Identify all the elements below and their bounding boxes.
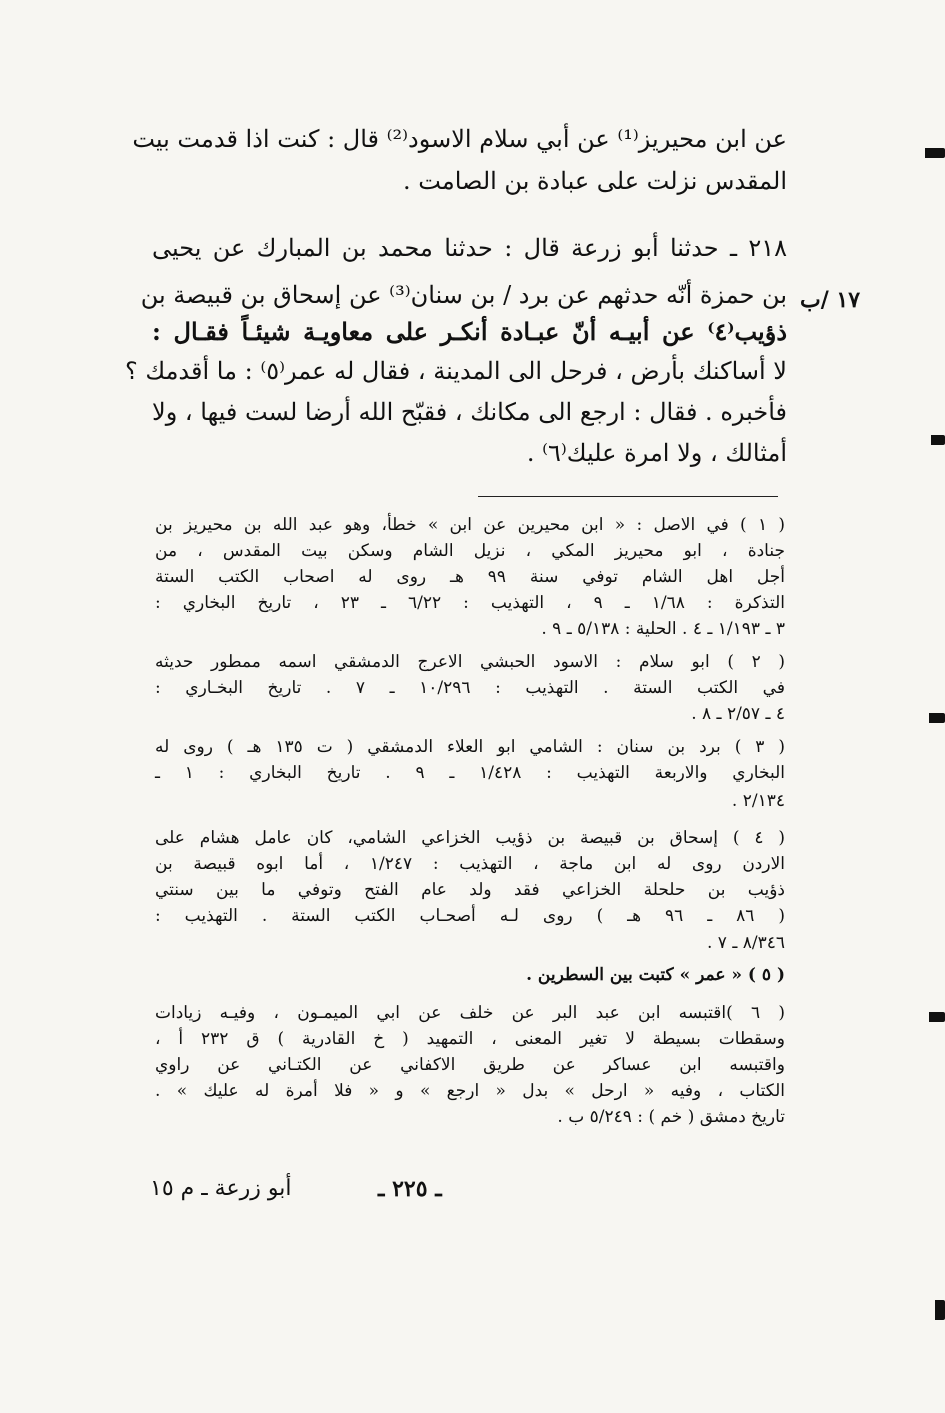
footnote-line: ٨/٣٤٦ ـ ٧ . [706,933,785,953]
footnote-separator [478,496,778,497]
folio-margin-note: ١٧ /ب [800,287,861,313]
paragraph-2-line-3: ذؤيب⁽٤⁾ عن أبيـه أنّ عبـادة أنكـر على معاويـة شيئـاً فقـال : [152,317,787,346]
footnote-line: أجل اهل الشام توفي سنة ٩٩ هـ روى له اصحاب الكتب الستة [155,567,785,587]
footnote-line: واقتبسه ابن عساكر عن طريق الاكفاني عن الكتـاني عن راوي [155,1055,785,1075]
signature-mark: أبو زرعة ـ م ١٥ [150,1176,292,1201]
footnote-line: ( ٨٦ ـ ٩٦ هـ ) روى لـه أصحـاب الكتب الستة . التهذيب : [155,906,785,926]
footnote-line: ٣ ـ ١/١٩٣ ـ ٤ . الحلية : ٥/١٣٨ ـ ٩ . [541,619,785,639]
footnote-line: ٤ ـ ٢/٥٧ ـ ٨ . [691,704,785,724]
paragraph-2-line-6: أمثالك ، ولا امرة عليك⁽٦⁾ . [526,439,787,467]
paragraph-2-line-1: ٢١٨ ـ حدثنا أبو زرعة قال : حدثنا محمد بن المبارك عن يحيى [152,234,787,262]
footnote-line: ( ٥ ) « عمر » كتبت بين السطرين . [526,965,785,985]
footnote-line: وسقطات بسيطة لا تغير المعنى ، التمهيد ( خ القادرية ) ق ٢٣٢ أ ، [155,1029,785,1049]
paragraph-1-line-2: المقدس نزلت على عبادة بن الصامت . [403,167,787,195]
footnote-line: تاريخ دمشق ( خم ) : ٥/٢٤٩ ب . [557,1107,785,1127]
footnote-line: ( ١ ) في الاصل : « ابن محيرين عن ابن » خطأ، وهو عبد الله بن محيريز بن [155,515,785,535]
scan-edge-mark [935,1300,945,1320]
footnote-line: ٢/١٣٤ . [731,791,785,811]
footnote-line: ( ٤ ) إسحاق بن قبيصة بن ذؤيب الخزاعي الشامي، كان عامل هشام على [155,828,785,848]
page-number: ـ ٢٢٥ ـ [378,1176,442,1202]
footnote-line: جنادة ، ابو محيريز المكي ، نزيل الشام وسكن بيت المقدس ، من [155,541,785,561]
footnote-line: ( ٢ ) ابو سلام : الاسود الحبشي الاعرج الدمشقي اسمه ممطور حديثه [155,652,785,672]
scan-edge-mark [931,435,945,445]
footnote-line: ( ٦ )اقتبسه ابن عبد البر عن خلف عن ابي الميمـون ، وفيـه زيادات [155,1003,785,1023]
footnote-line: الاردن روى له ابن ماجة ، التهذيب : ١/٢٤٧ ، أما ابوه قبيصة بن [155,854,785,874]
scan-edge-mark [929,1012,945,1022]
scan-edge-mark [929,713,945,723]
paragraph-2-line-5: فأخبره . فقال : ارجع الى مكانك ، فقبّح الله أرضا لست فيها ، ولا [152,398,787,426]
paragraph-2-line-4: لا أساكنك بأرض ، فرحل الى المدينة ، فقال له عمر⁽٥⁾ : ما أقدمك ؟ [124,357,787,385]
footnote-line: الكتاب ، وفيه « ارحل » بدل « ارجع » و « فلا أمرة له عليك » . [155,1081,785,1101]
footnote-line: التذكرة : ١/٦٨ ـ ٩ ، التهذيب : ٦/٢٢ ـ ٢٣ ، تاريخ البخاري : [155,593,785,613]
paragraph-2-line-2: بن حمزة أنّه حدثهم عن برد / بن سنان⁽³⁾ عن إسحاق بن قبيصة بن [140,281,787,309]
footnote-line: البخاري والاربعة التهذيب : ١/٤٢٨ ـ ٩ . تاريخ البخاري : ١ ـ [155,763,785,783]
footnote-line: ذؤيب بن حلحلة الخزاعي فقد ولد عام الفتح وتوفي ما بين سنتي [155,880,785,900]
footnote-line: في الكتب الستة . التهذيب : ١٠/٢٩٦ ـ ٧ . تاريخ البخـاري : [155,678,785,698]
paragraph-1-line-1: عن ابن محيريز⁽¹⁾ عن أبي سلام الاسود⁽²⁾ قال : كنت اذا قدمت بيت [132,125,787,153]
scan-edge-mark [925,148,945,158]
footnote-line: ( ٣ ) برد بن سنان : الشامي ابو العلاء الدمشقي ( ت ١٣٥ هـ ) روى له [155,737,785,757]
